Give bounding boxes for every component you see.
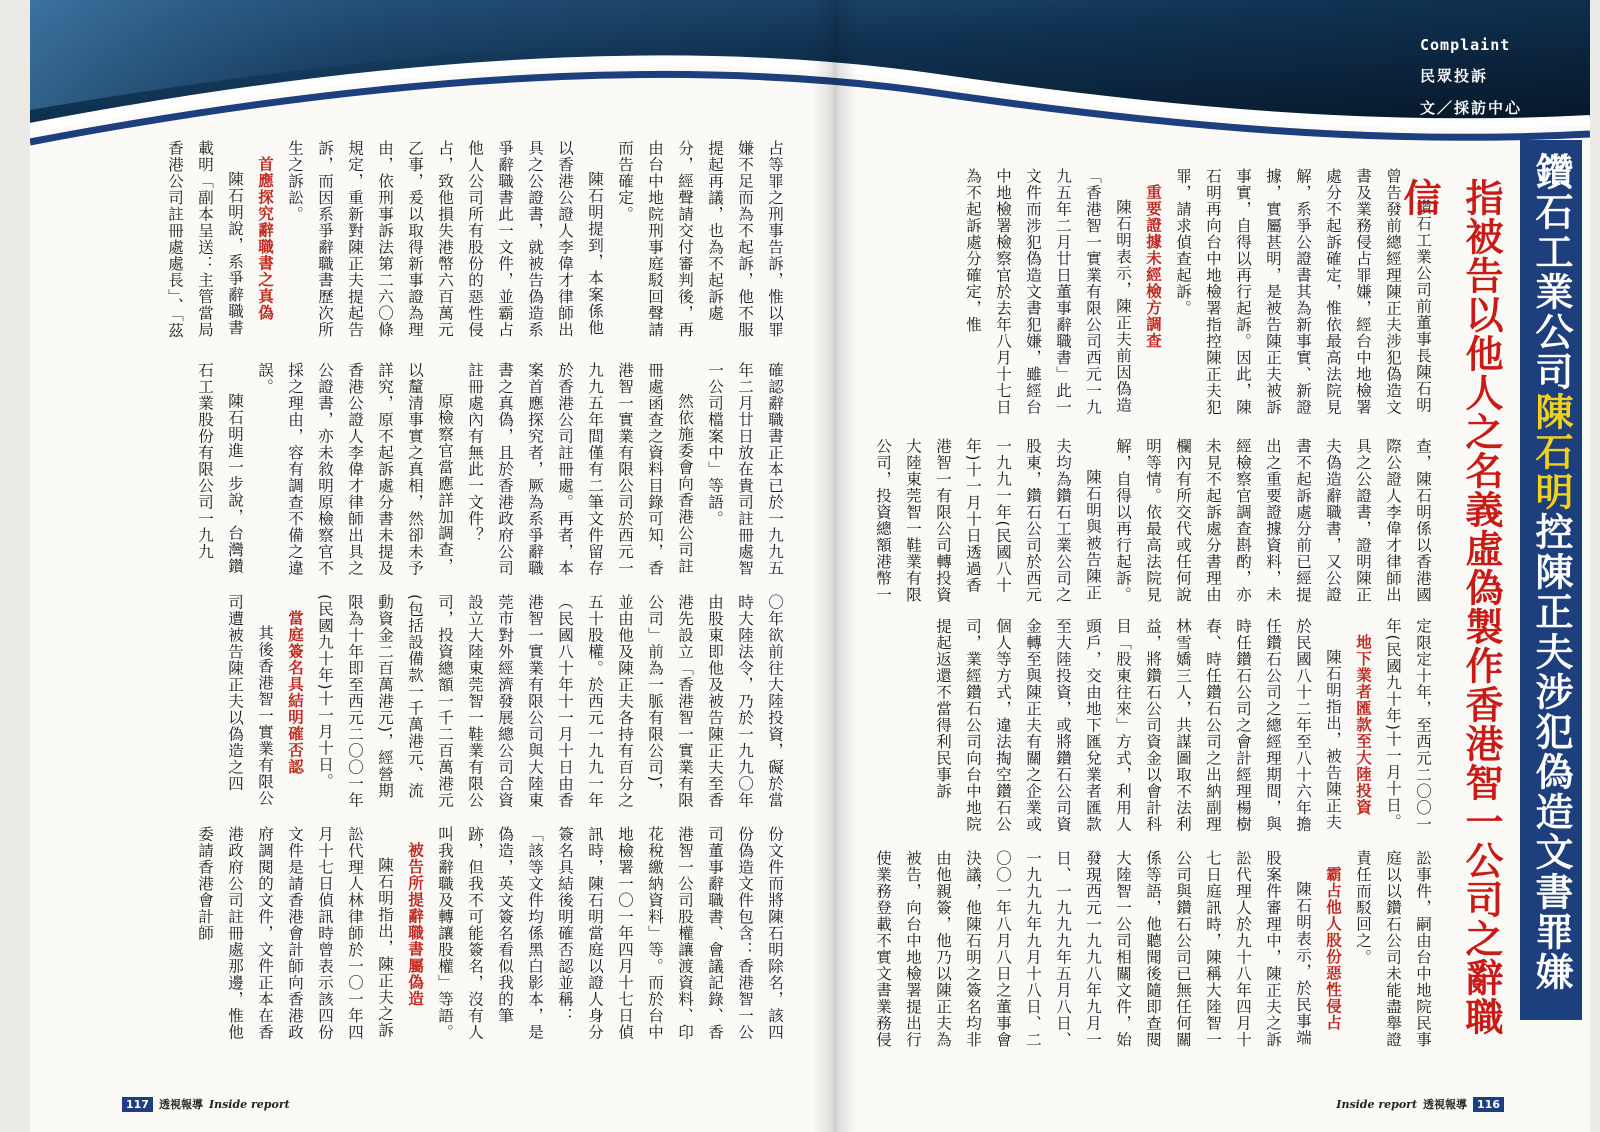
section-tag-english: Complaint	[1419, 36, 1511, 54]
right-page-column-2	[868, 438, 1438, 608]
paragraph: 確認辭職書正本已於一九九五年二月廿日放在貴司註冊處智一公司檔案中」等語。	[706, 362, 784, 577]
left-page-column-3	[140, 594, 790, 814]
magazine-name: 透視報導	[158, 1098, 203, 1111]
column-heading: 霸占他人股份惡性侵占	[1324, 865, 1342, 1031]
right-page-column-4	[868, 850, 1438, 1050]
paragraph: 份文件而將陳石明除名，該四份偽造文件包含：香港智一公司董事辭職書、會議記錄、香港智一公司股權讓渡資料、印花稅繳納資料」等。而於台中地檢署一〇一年四月十七日偵訊時，陳石明當庭以證人身分簽名具結後明確否認並稱：「該等文件均係黑白影本，是偽造，英文簽名看似我的筆跡，但我不可能簽名，沒有人叫我辭職及轉讓股權」等語。	[436, 826, 784, 1041]
page-number: 117	[122, 1097, 153, 1112]
paragraph: 陳石明提到，本案係他以香港公證人李偉才律師出具之公證書，就被告偽造系爭辭職書此一文件，並霸占他人公司所有股份的惡性侵占，致他損失港幣六百萬元乙事，爰以取得新事證為理由，依刑事訴法第二六〇條規定，重新對陳正夫提起告訴，而因系爭辭職書歷次所生之訴訟。	[286, 140, 604, 338]
section-tag-chinese: 民眾投訴	[1419, 67, 1488, 85]
column-heading: 首應探究辭職書之真偽	[256, 155, 274, 321]
wave-header-graphic	[30, 0, 1590, 160]
headline-post: 控陳正夫涉犯偽造文書罪嫌	[1529, 512, 1574, 992]
center-fold-shadow	[812, 0, 858, 1132]
column-heading: 被告所提辭職書屬偽造	[406, 841, 424, 1007]
paragraph: 陳石明指出，被告陳正夫於民國八十二年至八十六年擔任鑽石公司之總經理期間，與時任鑽石公司之會計經理楊樹春、時任鑽石公司之出納副理林雪嬌三人，共謀圖取不法利益，將鑽石公司資金以會計科目「股東往來」方式，利用人頭戶，交由地下匯兌業者匯款至大陸投資，或將鑽石公司資金轉至與陳正夫有關之企業或個人等方式，違法掏空鑽石公司，業經鑽石公司向台中地院提起返還不當得利民事訴	[934, 618, 1342, 833]
headline-name: 陳石明	[1529, 392, 1574, 512]
subheadline: 指被告以他人之名義虛偽製作香港智一公司之辭職信	[1397, 178, 1504, 1036]
magazine-name-english: Inside report	[1336, 1097, 1418, 1111]
paragraph: 陳石明進一步說，台灣鑽石工業股份有限公司一九九	[196, 362, 244, 575]
right-page-column-1	[868, 168, 1438, 428]
headline	[1520, 140, 1582, 1020]
left-page-column-4	[140, 826, 790, 1050]
headline-pre: 鑽石工業公司	[1529, 152, 1574, 392]
paragraph: 定限定十年，至西元二〇〇一年(民國九十年)十一月十日。	[1384, 618, 1432, 833]
column-heading: 重要證據未經檢方調查	[1144, 183, 1162, 349]
column-heading: 當庭簽名具結明確否認	[286, 609, 304, 775]
paragraph: 陳石明說，系爭辭職書載明「副本呈送：主管當局香港公司註冊處處長」、「茲	[166, 140, 244, 339]
folio-right	[1336, 1096, 1504, 1112]
section-tag	[1420, 36, 1522, 118]
ocean-header-band	[30, 0, 1590, 160]
magazine-name: 透視報導	[1423, 1098, 1468, 1111]
paragraph: 〇年欲前往大陸投資，礙於當時大陸法令，乃於一九九〇年由股東即他及被告陳正夫至香港先設立「香港智一實業有限公司」前為一脈有限公司)，並由他及陳正夫各持有百分之五十股權。於西元一九九一年（民國八十年十一月十日由香港智一實業有限公司與大陸東莞市對外經濟發展總公司合資設立大陸東莞智一鞋業有限公司，投資總額一千二百萬港元(包括設備款一千萬港元、流動資金二百萬港元)，經營期限為十年即至西元二〇〇一年(民國九十年)十一月十日。	[316, 594, 784, 809]
left-page-column-2	[140, 362, 790, 582]
paragraph: 然依施委會向香港公司註冊處函查之資料目錄可知，香港智一實業有限公司於西元一九九五年間僅有二筆文件留存於香港公司註冊處。再者，本案首應探究者，厥為系爭辭職書之真偽，且於香港政府公司註冊處內有無此一文件？	[466, 362, 694, 577]
paragraph: 查，陳石明係以香港國際公證人李偉才律師出具之公證書，證明陳正夫偽造辭職書，又公證書不起訴處分前已經提出之重要證據資料，未經檢察官調查斟酌，亦未見不起訴處分書理由欄內有所交代或任何說明等情。依最高法院見解，自得以再行起訴。	[1114, 438, 1432, 603]
column-heading: 地下業者匯款至大陸投資	[1354, 633, 1372, 815]
byline: 文／採訪中心	[1419, 99, 1522, 117]
left-page-column-1	[140, 140, 790, 350]
paragraph: 占等罪之刑事告訴，惟以罪嫌不足而為不起訴，他不服提起再議，也為不起訴處分，經聲請交付審判後，再由台中地院刑事庭駁回聲請而告確定。	[616, 140, 784, 338]
paragraph: 陳石明指出，陳正夫之訴訟代理人林律師於一〇一年四月十七日偵訊時曾表示該四份文件是請香港會計師向香港政府調閱的文件，文件正本在香港政府公司註冊處那邊，惟他委請香港會計師	[196, 826, 394, 1041]
magazine-spread	[30, 0, 1590, 1132]
right-page-column-3	[868, 618, 1438, 838]
paragraph: 其後香港智一實業有限公司遭被告陳正夫以偽造之四	[226, 594, 274, 807]
paragraph: 原檢察官當應詳加調查，以釐清事實之真相，然卻未予詳究，原不起訴處分書未提及香港公證人李偉才律師出具之公證書，亦未敘明原檢察官不採之理由，容有調查不備之違誤。	[256, 362, 454, 577]
paragraph: 陳石明表示，陳正夫前因偽造「香港智一實業有限公司西元一九九五年二月廿日董事辭職書」此一文件而涉犯偽造文書犯嫌，雖經台中地檢署檢察官於去年八月十七日為不起訴處分確定，惟	[964, 168, 1132, 416]
paragraph: 鑽石工業公司前董事長陳石明曾告發前總經理陳正夫涉犯偽造文書及業務侵占罪嫌，經台中地檢署處分不起訴確定，惟依最高法院見解，系爭公證書其為新事實、新證據，實屬甚明，是被告陳正夫被訴事實，自得以再行起訴。因此，陳石明再向台中地檢署指控陳正夫犯罪，請求偵查起訴。	[1174, 168, 1432, 416]
page-number: 116	[1473, 1097, 1504, 1112]
paragraph: 陳石明表示，於民事端股案件審理中，陳正夫之訴訟代理人於九十八年四月十七日庭訊時，陳稱大陸智一公司與鑽石公司已無任何關係等語，他聽聞後隨即查閱大陸智一公司相關文件，始發現西元一九九八年九月一日、一九九九年五月八日、一九九九年九月十八日、二〇〇一年八月八日之董事會決議，他陳石明之簽名均非由他親簽，他乃以陳正夫為被告，向台中地檢署提出行使業務登載不實文書業務侵	[874, 850, 1312, 1048]
magazine-name-english: Inside report	[208, 1097, 290, 1111]
folio-left	[122, 1096, 290, 1112]
paragraph: 訟事件，嗣由台中地院民事庭以以鑽石公司未能盡舉證責任而駁回之。	[1354, 850, 1432, 1048]
paragraph: 陳石明與被告陳正夫均為鑽石工業公司之股東，鑽石公司於西元一九九一年(民國八十年)十一月十日透過香港智一有限公司轉投資大陸東莞智一鞋業有限公司，投資總額港幣一	[874, 438, 1102, 603]
